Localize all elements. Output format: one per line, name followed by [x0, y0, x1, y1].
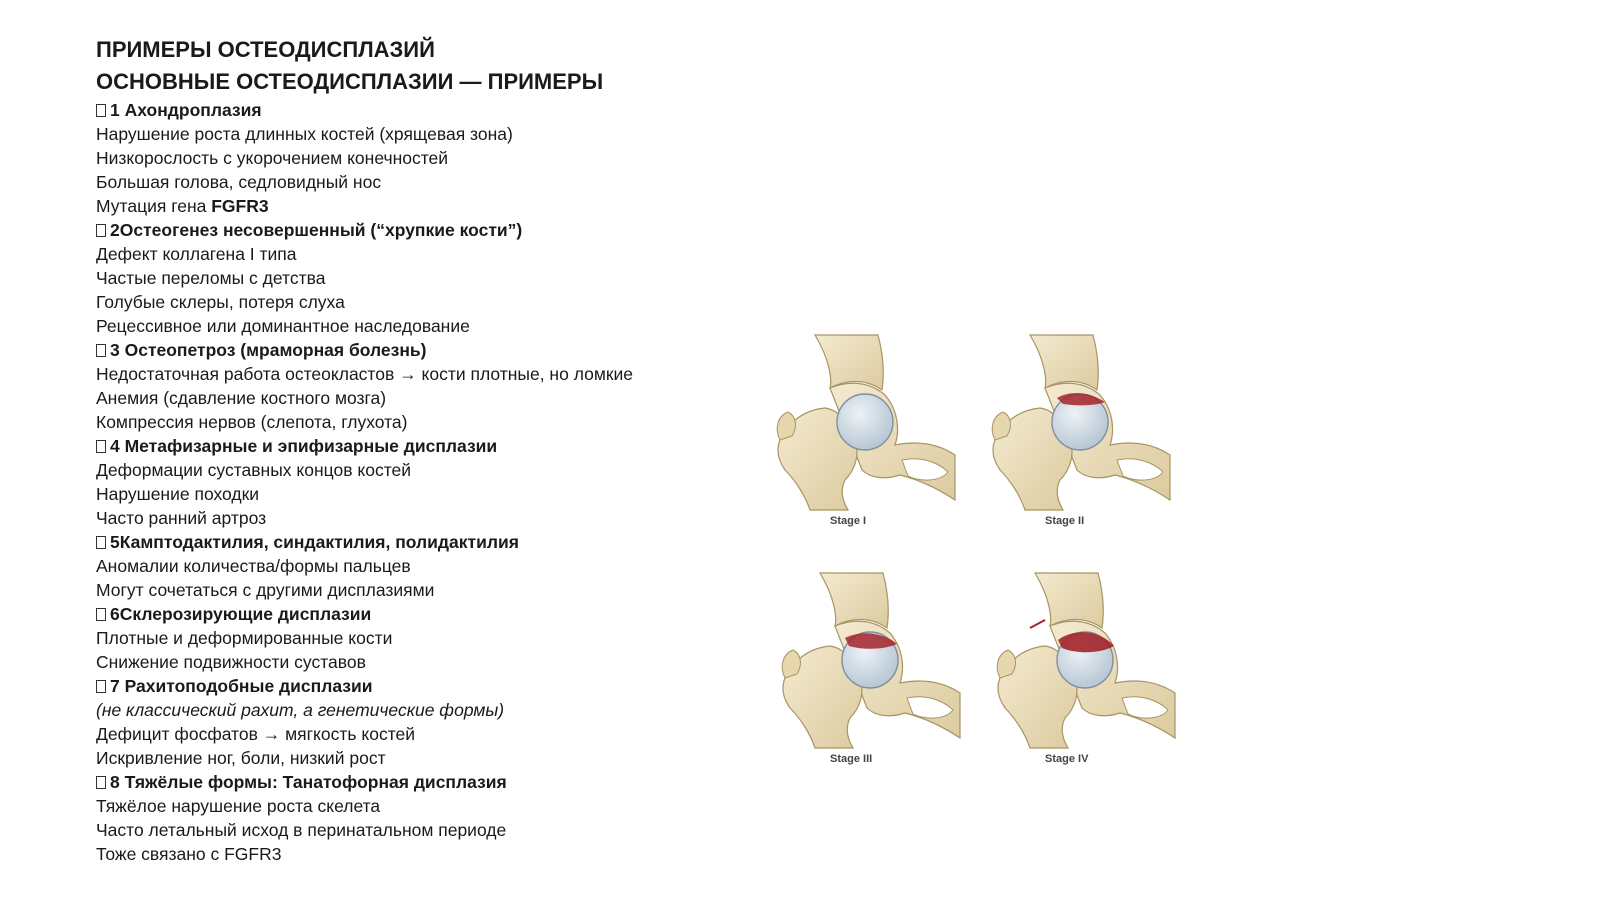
list-item: Низкорослость с укорочением конечностей [96, 148, 449, 168]
section-heading [96, 674, 736, 698]
list-item: Дефицит фосфатов → мягкость костей [96, 724, 416, 744]
section-heading-text: 7 Рахитоподобные дисплазии [110, 676, 373, 696]
bullet-box-icon [96, 344, 106, 357]
hip-stages-svg [770, 330, 1210, 785]
list-item: Нарушение походки [96, 484, 260, 504]
bullet-box-icon [96, 776, 106, 789]
stage-3-label: Stage III [830, 753, 873, 765]
list-item: Плотные и деформированные кости [96, 628, 393, 648]
hip-stages-illustration [770, 330, 1210, 785]
section-osteogenesis-imperfecta [96, 218, 736, 338]
stage-1-label: Stage I [830, 515, 867, 527]
stage-2-panel [992, 335, 1170, 527]
gene-prefix: Мутация гена [96, 196, 212, 216]
list-item: Тяжёлое нарушение роста скелета [96, 796, 381, 816]
stage-1-panel [777, 335, 955, 527]
section-heading-text: 1 Ахондроплазия [110, 100, 262, 120]
list-item: Анемия (сдавление костного мозга) [96, 388, 387, 408]
gene-name: FGFR3 [211, 196, 269, 216]
section-heading [96, 602, 736, 626]
stage-3-panel [782, 573, 960, 765]
list-item: Часто ранний артроз [96, 508, 267, 528]
hip-joint-stage-4 [997, 573, 1175, 748]
section-thanatophoric [96, 770, 736, 866]
list-item: Компрессия нервов (слепота, глухота) [96, 412, 408, 432]
hip-joint-stage-2 [992, 335, 1170, 510]
slide-title: ПРИМЕРЫ ОСТЕОДИСПЛАЗИЙ [96, 37, 435, 62]
list-item: Нарушение роста длинных костей (хрящевая зона) [96, 124, 513, 144]
list-item: Большая голова, седловидный нос [96, 172, 382, 192]
section-heading [96, 98, 736, 122]
list-item: Дефект коллагена I типа [96, 244, 297, 264]
section-osteopetrosis [96, 338, 736, 434]
section-heading [96, 530, 736, 554]
bullet-box-icon [96, 440, 106, 453]
list-item: Аномалии количества/формы пальцев [96, 556, 411, 576]
list-item: Тоже связано с FGFR3 [96, 844, 282, 864]
list-item: Частые переломы с детства [96, 268, 326, 288]
slide-subtitle: ОСНОВНЫЕ ОСТЕОДИСПЛАЗИИ — ПРИМЕРЫ [96, 69, 604, 94]
section-dactyly [96, 530, 736, 602]
list-item: Голубые склеры, потеря слуха [96, 292, 345, 312]
bullet-box-icon [96, 680, 106, 693]
section-heading [96, 770, 736, 794]
list-item: Могут сочетаться с другими дисплазиями [96, 580, 435, 600]
section-heading [96, 338, 736, 362]
hip-joint-stage-3 [782, 573, 960, 748]
bullet-box-icon [96, 608, 106, 621]
lesion-crack [1030, 620, 1045, 628]
list-item: Рецессивное или доминантное наследование [96, 316, 470, 336]
bullet-box-icon [96, 536, 106, 549]
section-heading-text: 6Склерозирующие дисплазии [110, 604, 372, 624]
section-rickets-like [96, 674, 736, 770]
stage-4-label: Stage IV [1045, 753, 1089, 765]
list-item: Искривление ног, боли, низкий рост [96, 748, 386, 768]
section-heading-text: 3 Остеопетроз (мраморная болезнь) [110, 340, 427, 360]
list-item: Деформации суставных концов костей [96, 460, 412, 480]
list-item-gene [96, 194, 736, 218]
bullet-box-icon [96, 224, 106, 237]
section-heading [96, 434, 736, 458]
section-sclerosing [96, 602, 736, 674]
section-heading-text: 4 Метафизарные и эпифизарные дисплазии [110, 436, 498, 456]
list-item: Часто летальный исход в перинатальном периоде [96, 820, 507, 840]
text-column [96, 34, 736, 866]
hip-joint-stage-1 [777, 335, 955, 510]
bullet-box-icon [96, 104, 106, 117]
stage-2-label: Stage II [1045, 515, 1085, 527]
section-heading-text: 8 Тяжёлые формы: Танатофорная дисплазия [110, 772, 507, 792]
section-heading [96, 218, 736, 242]
section-note: (не классический рахит, а генетические формы) [96, 700, 505, 720]
list-item: Снижение подвижности суставов [96, 652, 366, 672]
section-heading-text: 5Камптодактилия, синдактилия, полидактилия [110, 532, 519, 552]
section-metaphyseal-epiphyseal [96, 434, 736, 530]
stage-4-panel [997, 573, 1175, 765]
section-achondroplasia [96, 98, 736, 218]
section-heading-text: 2Остеогенез несовершенный (“хрупкие кости”) [110, 220, 523, 240]
list-item: Недостаточная работа остеокластов → кости плотные, но ломкие [96, 364, 634, 384]
